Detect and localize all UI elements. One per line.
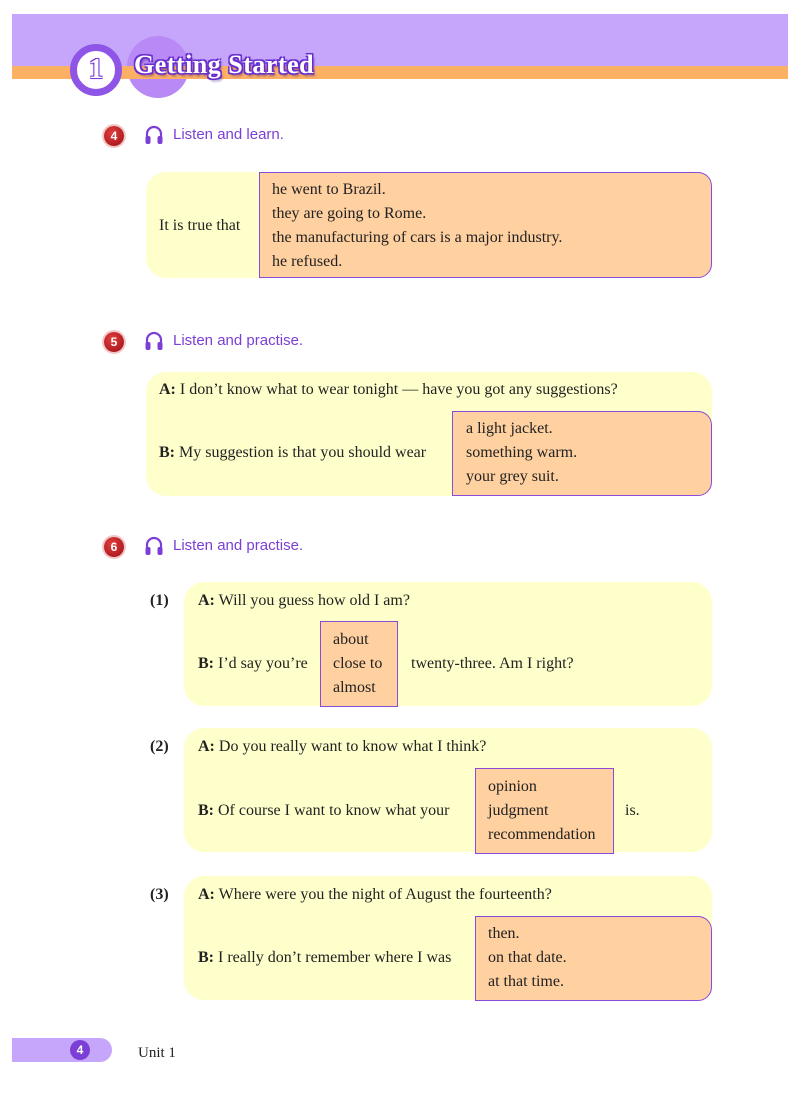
exercise-number: 4 <box>104 126 124 146</box>
line-a-text: Do you really want to know what I think? <box>218 738 487 755</box>
option-item: at that time. <box>488 973 564 990</box>
line-a <box>159 378 618 402</box>
line-a-text: Will you guess how old I am? <box>218 592 410 609</box>
line-b-tail: twenty-three. Am I right? <box>411 655 574 672</box>
line-a-text: Where were you the night of August the fourteenth? <box>218 886 552 903</box>
exercise-number: 6 <box>104 537 124 557</box>
option-item: recommendation <box>488 826 596 843</box>
speaker-a: A: <box>198 886 215 903</box>
headphones-icon[interactable] <box>144 124 164 146</box>
page-number: 4 <box>70 1040 90 1060</box>
options-list <box>333 628 382 700</box>
line-b-text: I’d say you’re <box>218 655 308 672</box>
exercise-instruction: Listen and learn. <box>173 126 284 143</box>
speaker-a: A: <box>198 738 215 755</box>
option-item: your grey suit. <box>466 468 559 485</box>
unit-number-badge: 1 <box>70 44 122 96</box>
option-item: they are going to Rome. <box>272 205 427 222</box>
option-item: opinion <box>488 778 537 795</box>
option-item: then. <box>488 925 520 942</box>
line-a <box>198 883 552 907</box>
option-item: the manufacturing of cars is a major industry. <box>272 229 563 246</box>
line-b-tail: is. <box>625 802 640 819</box>
headphones-icon[interactable] <box>144 535 164 557</box>
section-title: Getting Started <box>134 50 315 79</box>
option-item: on that date. <box>488 949 567 966</box>
option-item: judgment <box>488 802 549 819</box>
speaker-b: B: <box>198 802 214 819</box>
item-label: (3) <box>150 886 169 903</box>
exercise-number: 5 <box>104 332 124 352</box>
line-b <box>198 652 308 676</box>
options-list <box>488 775 596 847</box>
option-item: he went to Brazil. <box>272 181 386 198</box>
speaker-b: B: <box>198 655 214 672</box>
exercise-instruction: Listen and practise. <box>173 332 304 349</box>
option-item: about <box>333 631 369 648</box>
speaker-b: B: <box>198 949 214 966</box>
footer-bar <box>12 1038 112 1062</box>
option-item: a light jacket. <box>466 420 553 437</box>
options-list <box>466 417 577 489</box>
item-label: (1) <box>150 592 169 609</box>
sentence-lead: It is true that <box>159 217 241 234</box>
speaker-b: B: <box>159 444 175 461</box>
exercise-instruction: Listen and practise. <box>173 537 304 554</box>
option-item: close to <box>333 655 383 672</box>
line-b <box>198 946 451 970</box>
options-list <box>488 922 567 994</box>
line-b-text: Of course I want to know what your <box>218 802 450 819</box>
option-item: something warm. <box>466 444 578 461</box>
header-stripe <box>12 66 788 79</box>
item-label: (2) <box>150 738 169 755</box>
options-list <box>272 178 562 274</box>
line-a-text: I don’t know what to wear tonight — have you got any suggestions? <box>179 381 618 398</box>
line-a <box>198 589 410 613</box>
line-b <box>198 799 450 823</box>
line-b-text: My suggestion is that you should wear <box>179 444 427 461</box>
option-item: almost <box>333 679 376 696</box>
line-b-text: I really don’t remember where I was <box>218 949 452 966</box>
speaker-a: A: <box>159 381 176 398</box>
unit-label: Unit 1 <box>138 1045 176 1061</box>
line-a <box>198 735 486 759</box>
line-b <box>159 441 426 465</box>
headphones-icon[interactable] <box>144 330 164 352</box>
speaker-a: A: <box>198 592 215 609</box>
option-item: he refused. <box>272 253 343 270</box>
